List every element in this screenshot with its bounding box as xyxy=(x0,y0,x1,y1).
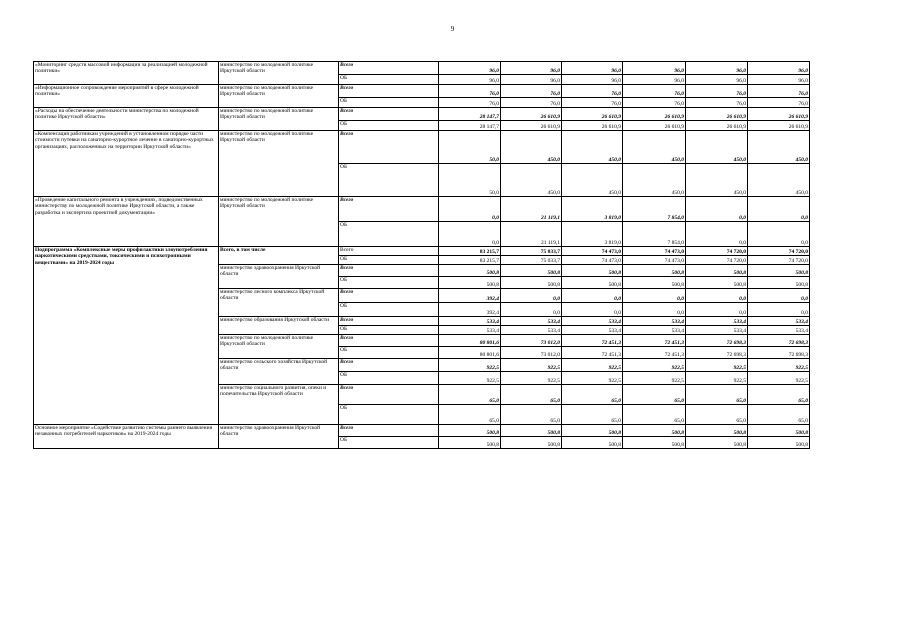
value-total: 450,0 xyxy=(686,131,748,164)
value-ob: 96,0 xyxy=(623,75,686,85)
subprogram-name: Подпрограмма «Комплексные меры профилактики злоупотребления наркотическими средствами, токсическими и психотропными веществами» на 2019-2024 годы xyxy=(34,247,219,425)
value-total: 96,0 xyxy=(439,62,501,75)
value-ob: 74 720,0 xyxy=(748,256,810,265)
value-ob: 73 012,0 xyxy=(501,347,562,359)
value-total: 533,4 xyxy=(562,317,623,326)
value-total: 450,0 xyxy=(501,131,562,164)
vsego-label: Всего xyxy=(339,247,439,256)
activity-name: «Мониторинг средств массовой информации за реализацией молодежной политики» xyxy=(34,62,219,85)
value-total: 96,0 xyxy=(623,62,686,75)
ob-label: ОБ xyxy=(339,75,439,85)
value-total: 65,0 xyxy=(501,385,562,405)
value-total: 500,8 xyxy=(562,425,623,437)
executor-name: министерство по молодежной политике Иркутской области xyxy=(219,62,339,85)
value-ob: 65,0 xyxy=(686,405,748,425)
value-ob: 500,8 xyxy=(623,277,686,289)
vsego-label: Всего xyxy=(339,317,439,326)
value-total: 26 610,9 xyxy=(748,108,810,121)
value-ob: 0,0 xyxy=(748,303,810,317)
value-total: 26 610,9 xyxy=(562,108,623,121)
value-ob: 500,8 xyxy=(748,437,810,449)
value-total: 450,0 xyxy=(748,131,810,164)
value-ob: 26 610,9 xyxy=(686,121,748,131)
value-ob: 74 720,0 xyxy=(686,256,748,265)
value-ob: 96,0 xyxy=(501,75,562,85)
value-total: 76,0 xyxy=(748,85,810,98)
value-ob: 7 854,0 xyxy=(623,222,686,247)
value-ob: 26 610,9 xyxy=(623,121,686,131)
budget-table xyxy=(33,61,810,449)
executor-name: министерство здравоохранения Иркутской области xyxy=(219,265,339,289)
value-ob: 96,0 xyxy=(439,75,501,85)
value-total: 450,0 xyxy=(623,131,686,164)
value-ob: 96,0 xyxy=(748,75,810,85)
value-total: 74 720,0 xyxy=(686,247,748,256)
value-ob: 26 610,9 xyxy=(501,121,562,131)
value-total: 500,8 xyxy=(501,265,562,277)
vsego-label: Всего xyxy=(339,131,439,164)
value-total: 500,8 xyxy=(623,425,686,437)
executor-name: министерство здравоохранения Иркутской области xyxy=(219,425,339,449)
activity-name: «Информационное сопровождение мероприятий в сфере молодежной политики» xyxy=(34,85,219,108)
value-total: 74 473,0 xyxy=(562,247,623,256)
value-ob: 3 819,0 xyxy=(562,222,623,247)
value-total: 65,0 xyxy=(562,385,623,405)
value-ob: 450,0 xyxy=(748,164,810,197)
vsego-label: Всего xyxy=(339,385,439,405)
executor-name: министерство сельского хозяйства Иркутской области xyxy=(219,359,339,385)
value-ob: 922,5 xyxy=(501,372,562,385)
activity-name: «Расходы на обеспечение деятельности министерства по молодежной политике Иркутской области» xyxy=(34,108,219,131)
value-total: 74 473,0 xyxy=(623,247,686,256)
executor-name: министерство по молодежной политике Иркутской области xyxy=(219,85,339,108)
value-total: 76,0 xyxy=(562,85,623,98)
value-total: 7 854,0 xyxy=(623,197,686,222)
value-ob: 72 698,3 xyxy=(686,347,748,359)
value-ob: 533,4 xyxy=(439,326,501,335)
value-total: 533,4 xyxy=(748,317,810,326)
value-total: 83 215,7 xyxy=(439,247,501,256)
value-total: 450,0 xyxy=(562,131,623,164)
value-total: 96,0 xyxy=(748,62,810,75)
ob-label: ОБ xyxy=(339,437,439,449)
value-ob: 0,0 xyxy=(748,222,810,247)
value-ob: 922,5 xyxy=(623,372,686,385)
vsego-label: Всего xyxy=(339,62,439,75)
value-ob: 26 610,9 xyxy=(562,121,623,131)
value-ob: 533,4 xyxy=(686,326,748,335)
value-total: 500,8 xyxy=(501,425,562,437)
value-ob: 500,8 xyxy=(562,437,623,449)
value-total: 922,5 xyxy=(562,359,623,372)
value-ob: 65,0 xyxy=(623,405,686,425)
value-ob: 65,0 xyxy=(439,405,501,425)
ob-label: ОБ xyxy=(339,164,439,197)
value-ob: 76,0 xyxy=(439,98,501,108)
value-total: 533,4 xyxy=(439,317,501,326)
value-ob: 74 473,0 xyxy=(562,256,623,265)
value-ob: 72 451,3 xyxy=(562,347,623,359)
value-ob: 96,0 xyxy=(562,75,623,85)
value-total: 0,0 xyxy=(686,289,748,303)
value-ob: 50,0 xyxy=(439,164,501,197)
value-total: 26 610,9 xyxy=(501,108,562,121)
value-ob: 500,8 xyxy=(562,277,623,289)
table-row xyxy=(34,197,810,222)
value-total: 922,5 xyxy=(439,359,501,372)
value-total: 65,0 xyxy=(623,385,686,405)
activity-name: «Проведение капитального ремонта в учреждениях, подведомственных министерству по молодежной политике Иркутской области, а также разработка и экспертиза проектной документации» xyxy=(34,197,219,247)
value-ob: 500,8 xyxy=(439,437,501,449)
value-ob: 922,5 xyxy=(562,372,623,385)
value-total: 76,0 xyxy=(439,85,501,98)
value-total: 76,0 xyxy=(623,85,686,98)
executor-name: министерство по молодежной политике Иркутской области xyxy=(219,197,339,247)
vsego-label: Всего xyxy=(339,108,439,121)
ob-label: ОБ xyxy=(339,347,439,359)
value-ob: 0,0 xyxy=(439,222,501,247)
value-total: 26 610,9 xyxy=(623,108,686,121)
ob-label: ОБ xyxy=(339,277,439,289)
value-total: 922,5 xyxy=(686,359,748,372)
value-total: 500,8 xyxy=(686,425,748,437)
table-row xyxy=(34,425,810,437)
ob-label: ОБ xyxy=(339,222,439,247)
value-ob: 72 698,3 xyxy=(748,347,810,359)
executor-name: министерство по молодежной политике Иркутской области xyxy=(219,108,339,131)
value-ob: 500,8 xyxy=(748,277,810,289)
value-total: 65,0 xyxy=(439,385,501,405)
table-body xyxy=(34,62,810,449)
value-total: 72 698,3 xyxy=(686,335,748,347)
value-total: 500,8 xyxy=(748,265,810,277)
vsego-label: Всего xyxy=(339,265,439,277)
value-ob: 26 610,9 xyxy=(748,121,810,131)
ob-label: ОБ xyxy=(339,326,439,335)
ob-label: ОБ xyxy=(339,256,439,265)
value-ob: 0,0 xyxy=(623,303,686,317)
value-ob: 533,4 xyxy=(623,326,686,335)
value-ob: 922,5 xyxy=(439,372,501,385)
value-total: 75 033,7 xyxy=(501,247,562,256)
value-ob: 76,0 xyxy=(562,98,623,108)
value-ob: 65,0 xyxy=(748,405,810,425)
value-total: 76,0 xyxy=(501,85,562,98)
value-ob: 450,0 xyxy=(562,164,623,197)
value-total: 500,8 xyxy=(562,265,623,277)
value-total: 0,0 xyxy=(562,289,623,303)
value-ob: 72 451,3 xyxy=(623,347,686,359)
value-ob: 65,0 xyxy=(562,405,623,425)
value-total: 80 801,6 xyxy=(439,335,501,347)
value-total: 0,0 xyxy=(686,197,748,222)
value-total: 500,8 xyxy=(686,265,748,277)
value-total: 26 610,9 xyxy=(686,108,748,121)
executor-name: министерство по молодежной политике Иркутской области xyxy=(219,335,339,359)
table-row xyxy=(34,108,810,121)
ob-label: ОБ xyxy=(339,121,439,131)
value-ob: 76,0 xyxy=(686,98,748,108)
value-ob: 500,8 xyxy=(623,437,686,449)
value-ob: 75 033,7 xyxy=(501,256,562,265)
value-total: 922,5 xyxy=(501,359,562,372)
value-total: 533,4 xyxy=(623,317,686,326)
ob-label: ОБ xyxy=(339,98,439,108)
table-row xyxy=(34,85,810,98)
value-ob: 0,0 xyxy=(686,303,748,317)
value-ob: 0,0 xyxy=(562,303,623,317)
value-ob: 392,4 xyxy=(439,303,501,317)
value-ob: 500,8 xyxy=(439,277,501,289)
value-ob: 500,8 xyxy=(686,277,748,289)
value-ob: 83 215,7 xyxy=(439,256,501,265)
total-label: Всего, в том числе xyxy=(219,247,339,265)
ob-label: ОБ xyxy=(339,303,439,317)
value-total: 0,0 xyxy=(748,289,810,303)
value-ob: 500,8 xyxy=(501,437,562,449)
executor-name: министерство образования Иркутской области xyxy=(219,317,339,335)
value-ob: 76,0 xyxy=(748,98,810,108)
value-total: 922,5 xyxy=(748,359,810,372)
value-total: 72 698,3 xyxy=(748,335,810,347)
value-ob: 28 147,7 xyxy=(439,121,501,131)
value-ob: 74 473,0 xyxy=(623,256,686,265)
value-total: 500,8 xyxy=(439,425,501,437)
table-row xyxy=(34,247,810,256)
value-ob: 533,4 xyxy=(501,326,562,335)
value-ob: 0,0 xyxy=(501,303,562,317)
value-ob: 96,0 xyxy=(686,75,748,85)
table-row xyxy=(34,62,810,75)
value-ob: 450,0 xyxy=(686,164,748,197)
ob-label: ОБ xyxy=(339,372,439,385)
value-ob: 500,8 xyxy=(501,277,562,289)
vsego-label: Всего xyxy=(339,197,439,222)
value-total: 73 012,0 xyxy=(501,335,562,347)
vsego-label: Всего xyxy=(339,425,439,437)
value-ob: 500,8 xyxy=(686,437,748,449)
value-total: 50,0 xyxy=(439,131,501,164)
value-total: 0,0 xyxy=(501,289,562,303)
value-ob: 450,0 xyxy=(501,164,562,197)
value-ob: 65,0 xyxy=(501,405,562,425)
value-total: 76,0 xyxy=(686,85,748,98)
vsego-label: Всего xyxy=(339,289,439,303)
value-total: 0,0 xyxy=(439,197,501,222)
value-total: 922,5 xyxy=(623,359,686,372)
value-ob: 450,0 xyxy=(623,164,686,197)
value-total: 392,4 xyxy=(439,289,501,303)
value-total: 533,4 xyxy=(501,317,562,326)
executor-name: министерство лесного комплекса Иркутской области xyxy=(219,289,339,317)
value-total: 0,0 xyxy=(748,197,810,222)
value-total: 72 451,3 xyxy=(623,335,686,347)
value-total: 21 119,1 xyxy=(501,197,562,222)
value-total: 96,0 xyxy=(501,62,562,75)
table-row xyxy=(34,131,810,164)
value-ob: 76,0 xyxy=(623,98,686,108)
value-ob: 21 119,1 xyxy=(501,222,562,247)
value-total: 500,8 xyxy=(748,425,810,437)
value-ob: 922,5 xyxy=(686,372,748,385)
executor-name: министерство по молодежной политике Иркутской области xyxy=(219,131,339,197)
ob-label: ОБ xyxy=(339,405,439,425)
vsego-label: Всего xyxy=(339,359,439,372)
page-number: 9 xyxy=(450,25,455,33)
activity-name: «Компенсация работникам учреждений в установленном порядке части стоимости путевки на санаторно-курортное лечение в санаторно-курортных организациях, расположенных на территории Иркутской области» xyxy=(34,131,219,197)
value-total: 500,8 xyxy=(623,265,686,277)
value-total: 96,0 xyxy=(686,62,748,75)
executor-name: министерство социального развития, опеки и попечительства Иркутской области xyxy=(219,385,339,425)
activity-name: Основное мероприятие «Содействие развитию системы раннего выявления незаконных потребителей наркотиков» на 2019-2024 годы xyxy=(34,425,219,449)
value-total: 0,0 xyxy=(623,289,686,303)
value-total: 65,0 xyxy=(748,385,810,405)
value-total: 65,0 xyxy=(686,385,748,405)
value-total: 533,4 xyxy=(686,317,748,326)
value-total: 96,0 xyxy=(562,62,623,75)
value-ob: 533,4 xyxy=(562,326,623,335)
value-ob: 0,0 xyxy=(686,222,748,247)
value-ob: 533,4 xyxy=(748,326,810,335)
value-ob: 76,0 xyxy=(501,98,562,108)
value-total: 500,8 xyxy=(439,265,501,277)
value-ob: 80 801,6 xyxy=(439,347,501,359)
vsego-label: Всего xyxy=(339,85,439,98)
value-total: 74 720,0 xyxy=(748,247,810,256)
value-total: 28 147,7 xyxy=(439,108,501,121)
value-ob: 922,5 xyxy=(748,372,810,385)
vsego-label: Всего xyxy=(339,335,439,347)
value-total: 3 819,0 xyxy=(562,197,623,222)
value-total: 72 451,3 xyxy=(562,335,623,347)
